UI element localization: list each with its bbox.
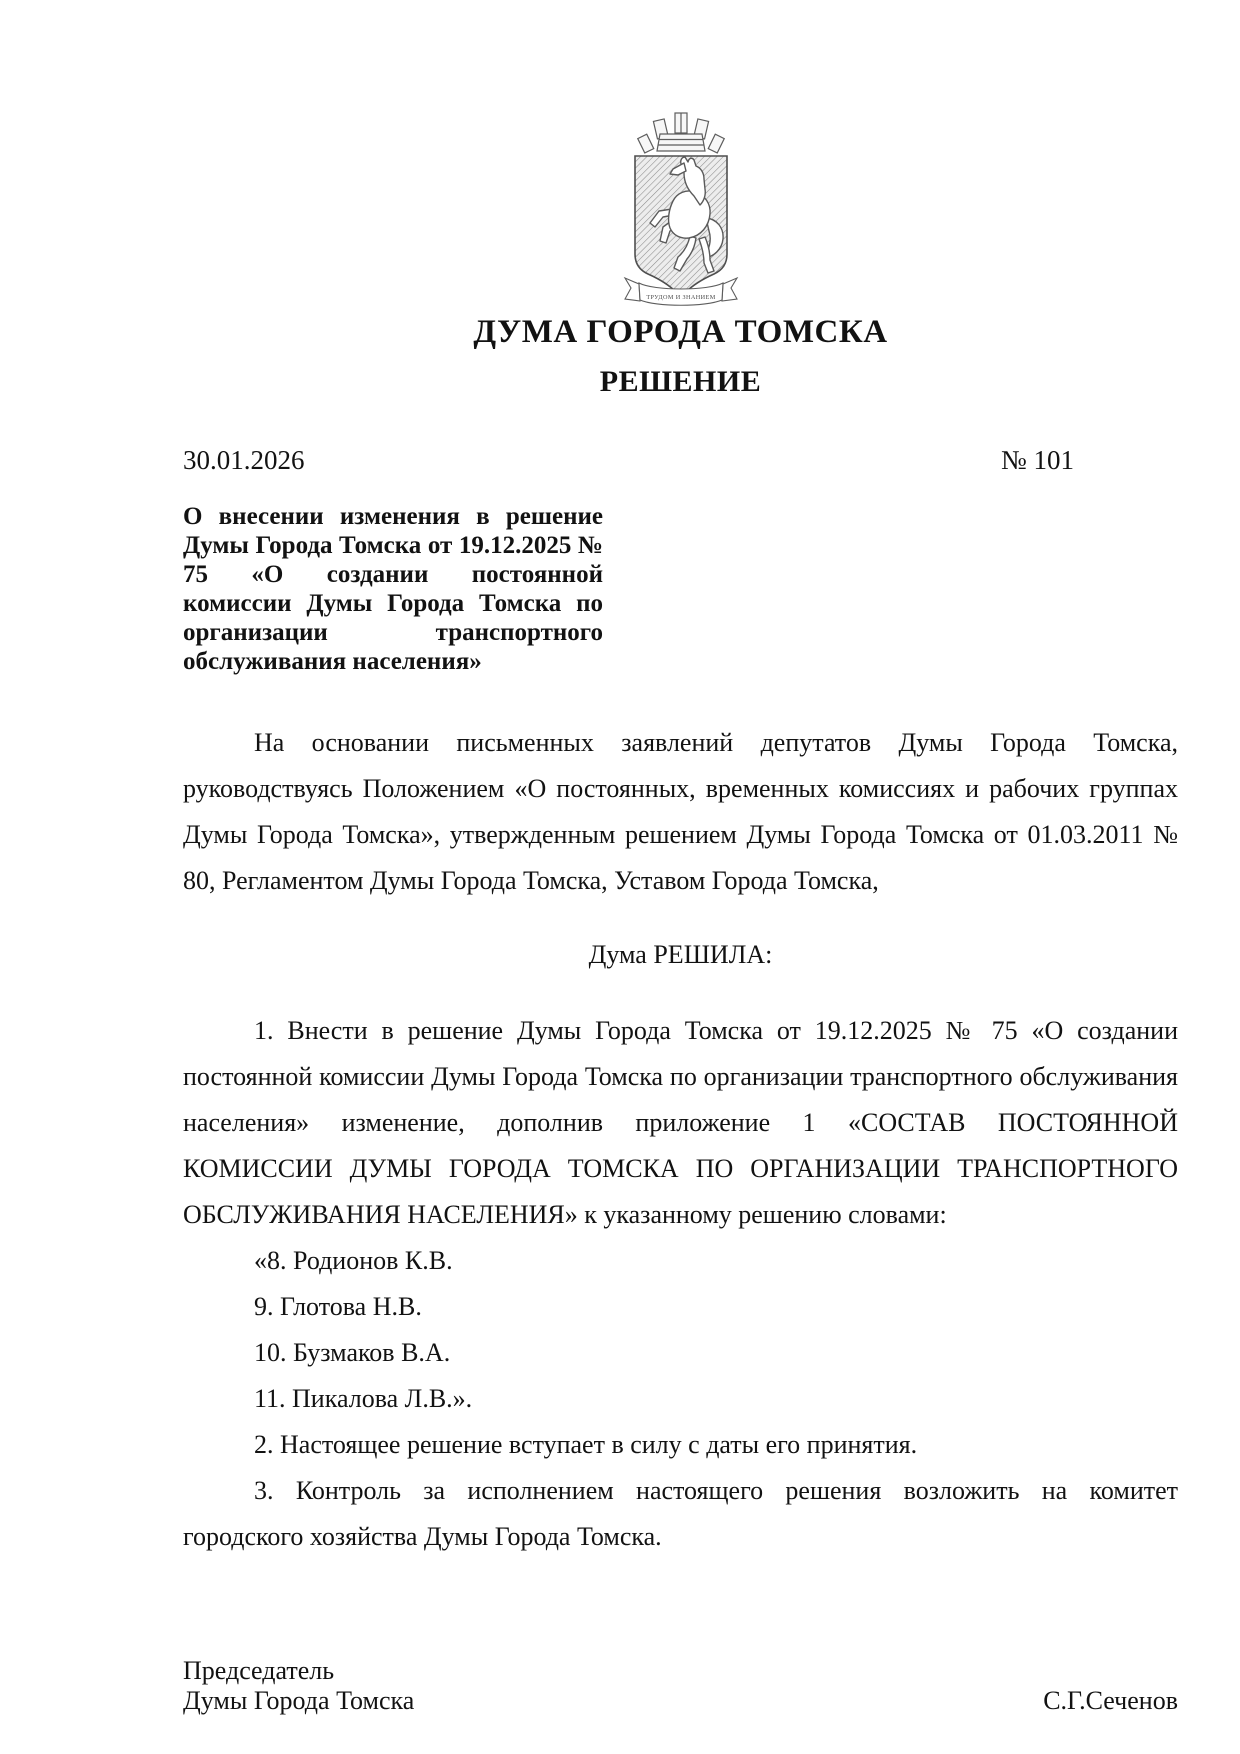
document-subject: О внесении изменения в решение Думы Города Томска от 19.12.2025 № 75 «О создании постоянной комиссии Думы Города Томска по организации транспортного обслуживания населения»	[183, 503, 603, 675]
appendix-member-item: 11. Пикалова Л.В.».	[254, 1384, 473, 1413]
signatory-name: С.Г.Сеченов	[1043, 1686, 1178, 1715]
signatory-position	[183, 1656, 414, 1716]
crown-icon	[637, 113, 723, 153]
organization-name: ДУМА ГОРОДА ТОМСКА	[473, 314, 888, 350]
document-content	[183, 108, 1178, 1716]
resolution-heading: Дума РЕШИЛА:	[588, 940, 773, 969]
document-type-title: РЕШЕНИЕ	[599, 365, 762, 398]
signature-block	[183, 1656, 1178, 1716]
letterhead	[183, 108, 1178, 399]
resolution-item-2: 2. Настоящее решение вступает в силу с даты его принятия.	[254, 1430, 918, 1459]
emblem-wrap	[183, 108, 1178, 308]
resolution-item-3: 3. Контроль за исполнением настоящего решения возложить на комитет городского хозяйства Думы Города Томска.	[183, 1476, 1178, 1551]
resolution-item-1: 1. Внести в решение Думы Города Томска от 19.12.2025 № 75 «О создании постоянной комиссии Думы Города Томска по организации транспортного обслуживания населения» изменение, дополнив приложение 1 «СОСТАВ ПОСТОЯННОЙ КОМИССИИ ДУМЫ ГОРОДА ТОМСКА ПО ОРГАНИЗАЦИИ ТРАНСПОРТНОГО ОБСЛУЖИВАНИЯ НАСЕЛЕНИЯ» к указанному решению словами:	[183, 1016, 1178, 1229]
preamble-paragraph: На основании письменных заявлений депутатов Думы Города Томска, руководствуясь Положением «О постоянных, временных комиссиях и рабочих группах Думы Города Томска», утвержденным решением Думы Города Томска от 01.03.2011 № 80, Регламентом Думы Города Томска, Уставом Города Томска,	[183, 728, 1178, 895]
requisites-row	[183, 445, 1178, 476]
motto-text: ТРУДОМ И ЗНАНИЕМ	[645, 294, 716, 301]
signatory-position-line2: Думы Города Томска	[183, 1686, 415, 1715]
member-list	[183, 1238, 1178, 1422]
appendix-member-item: 9. Глотова Н.В.	[254, 1292, 422, 1321]
appendix-member-item: 10. Бузмаков В.А.	[254, 1338, 451, 1367]
shield	[635, 156, 727, 298]
document-number: № 101	[1000, 445, 1074, 475]
appendix-member-item: «8. Родионов К.В.	[254, 1246, 453, 1275]
signatory-position-line1: Председатель	[183, 1656, 335, 1685]
coat-of-arms-icon	[606, 108, 756, 308]
document-date: 30.01.2026	[183, 445, 305, 475]
